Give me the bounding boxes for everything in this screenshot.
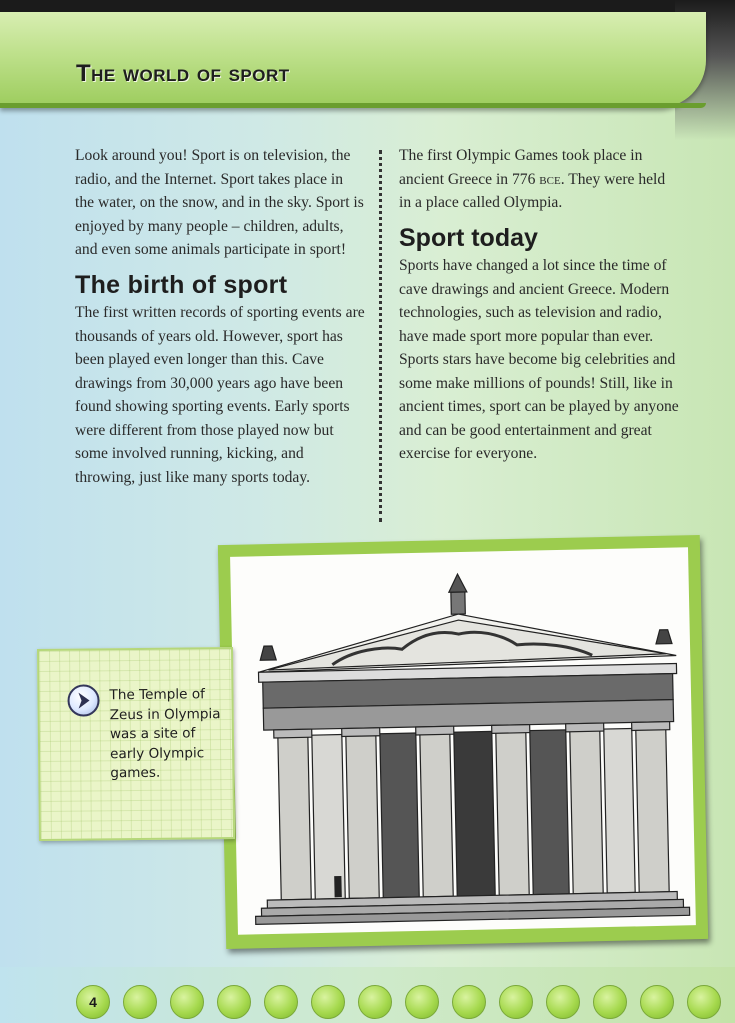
arrow-right-glyph <box>69 686 97 714</box>
decorative-dot <box>264 985 298 1019</box>
birth-of-sport-paragraph: The first written records of sporting events are thousands of years old. However, sport has been played even longer than this. Cave drawings from 30,000 years ago have been found showing sporting events. Early sports were different from those played now but some involved running, kicking, and throwing, just like many sports today. <box>75 304 365 486</box>
decorative-dot <box>311 985 345 1019</box>
decorative-dot <box>123 985 157 1019</box>
page-number: 4 <box>89 994 97 1010</box>
decorative-dot <box>405 985 439 1019</box>
caption-text: The Temple of Zeus in Olympia was a site of early Olympic games. <box>109 686 221 782</box>
decorative-dot <box>593 985 627 1019</box>
era-abbreviation: bce <box>539 170 561 188</box>
temple-of-zeus-illustration <box>230 547 696 935</box>
decorative-dot <box>499 985 533 1019</box>
decorative-dot <box>452 985 486 1019</box>
decorative-dot <box>170 985 204 1019</box>
temple-photo-frame <box>218 535 708 949</box>
section-heading-birth-of-sport: The birth of sport <box>75 270 288 299</box>
temple-drawing <box>230 547 696 935</box>
arrow-right-icon <box>67 684 99 716</box>
sport-today-paragraph: Sports have changed a lot since the time of cave drawings and ancient Greece. Modern technologies, such as television and radio, have made sport more popular than ever. Sports stars have become big celebrities and some make millions of pounds! Still, like in ancient times, sport can be played by anyone and can be good entertainment and great exercise for everyone. <box>399 257 679 462</box>
decorative-dot <box>546 985 580 1019</box>
column-divider <box>379 150 382 522</box>
caption-box <box>37 647 235 841</box>
left-column <box>75 144 365 489</box>
decorative-dot <box>687 985 721 1019</box>
olympics-paragraph: The first Olympic Games took place in ancient Greece in 776 bce. They were held in a place called Olympia. <box>399 147 666 211</box>
decorative-dot <box>358 985 392 1019</box>
right-column <box>399 144 679 466</box>
intro-paragraph: Look around you! Sport is on television, the radio, and the Internet. Sport takes place in the water, on the snow, and in the sky. Sport is enjoyed by many people – children, adults, and even some animals participate in sport! <box>75 147 364 258</box>
section-heading-sport-today: Sport today <box>399 223 538 252</box>
top-border <box>0 0 735 12</box>
page-number-dot <box>76 985 110 1019</box>
page-title: The world of sport <box>76 60 290 87</box>
decorative-dot <box>640 985 674 1019</box>
decorative-dot <box>217 985 251 1019</box>
